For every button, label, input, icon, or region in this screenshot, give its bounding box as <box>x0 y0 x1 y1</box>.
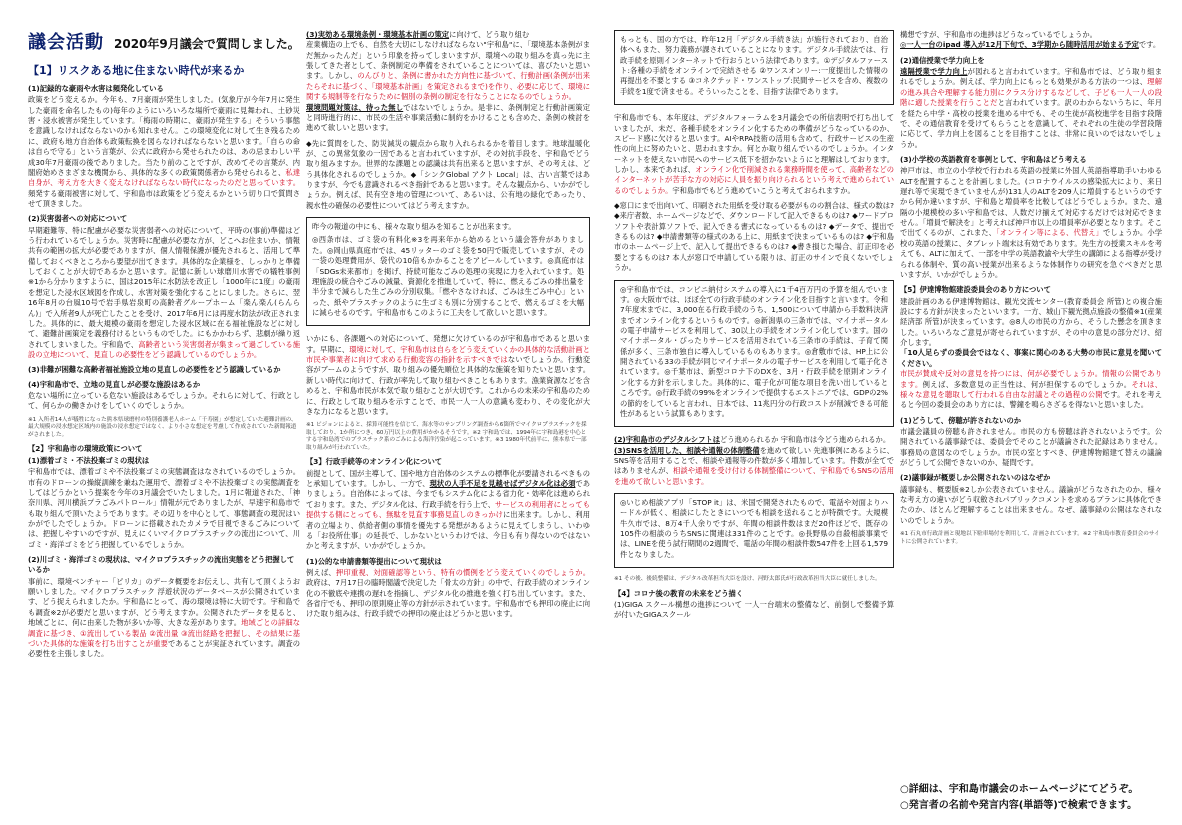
section-heading: 【5】伊達博物館建設委員会のあり方について <box>900 285 1051 295</box>
info-box <box>306 217 590 326</box>
page-subtitle: 2020年9月議会で質問しました。 <box>114 37 300 51</box>
footnote: ※1 入所者14人が犠牲になった熊本県球磨村の特別養護老人ホーム「千寿園」が想定していた避難計画の、最大規模の浸水想定区域内の施設の浸水想定ではなく、より小さな想定を考慮して作成されていた新聞報道がされました。 <box>28 416 297 438</box>
column-3 <box>614 30 894 820</box>
box-body: ◎いじめ相談アプリ「STOP it」は、米国で開発されたもので、電話や対面よりハードルが低く、相談にしたときにいつでも相談を送れることが特徴です。大規模牛久市では、8万4千人余りですが、年間の相談件数はまだ20件ほどで、既存の105件の相談のうちSNSに関連は331件のことです。◎長野県の自殺相談事業では、LINEを使う試行期間の2週間で、電話の年間の相談件数547件を上回る1,579件となりました。 <box>620 498 888 559</box>
info-box <box>614 280 894 428</box>
emphasis-text: 環境問題対策は、待った無し <box>306 102 404 112</box>
subsection-heading: (1)どうして、傍聴が許されないのか <box>900 415 1022 425</box>
text: であることが実証されています。調査の必要性を主張しました。 <box>28 638 300 659</box>
highlight-text: 市民が賛成や反対の意見を持つには、何が必要でしょうか。情報の公開であります。 <box>900 369 1162 389</box>
paragraph <box>900 30 1162 51</box>
column-4 <box>900 30 1162 820</box>
footnote: ※1 ビジョンによると、採算可能性を信じて、海水等のサンプリング調査から6箇所でマイクロプラスチックを採取しており、1か所につき、60万円以上の費用がかかるそうです。※2 宇和島では、1994年に宇和島港を中心とする宇和島湾でのプラスチック系のごみによる海洋汚染が起こっています。※3 1980年代前半に、熊本県で一部取り組みが行われていた。 <box>306 422 587 451</box>
text: に出来ます。しかし、利用者の立場より、供給者側の事情を優先する発想があるように見えてしまうし、いわゆる「お役所仕事」の延長で、しかないというわけでは、今日も有り得ないのではないかと考えますが、いかがでしょうか。 <box>306 510 590 551</box>
footnote: ※1 その後、後続整備は、デジタル改革担当大臣を設け、河野太郎氏が行政改革担当大臣に就任しました。 <box>614 576 881 583</box>
text: 政府は、7月17日の臨時閣議で決定した「骨太の方針」の中で、行政手続のオンライン化の不徹底や連携の遅れを指摘し、デジタル化の推進を強く打ち出しています。また、各省庁でも、押印の原則廃止等の方針が示されています。宇和島市でも押印の廃止に向けた取り組みは、行政手続での押印の廃止はどうかと思います。 <box>306 578 590 619</box>
paragraph: ◆先に質問をした、防災減災の観点から取り入れられるかを着目します。地球温暖化が、この異常気象の一因であると言われていますが、その対抗手段を、宇和島でどう取り組みますか。世界的な課題との認識は共有出来ると思いますが、その考えは、どう具体化されるのでしょうか。◆「シンクGlobal アクト Local」は、古い言葉ではありますが、今でも意識されるべき指針であると思います。そんな観点から、いかがでしょうか。例えば、民有空き地の管理について、あるいは、公有地の緑化であったり、親水性の確保の必要性についてはどう考えますか。 <box>306 138 590 210</box>
highlight-text: のんびりと、条例に書かれた方向性に基づいて、行動計画(条例が出来たらそれに基づく、「環境基本計画」を策定されるまで)を作り、必要に応じて、環境に関する規制等を行なうために個別の条例の制定を行なうことになるのでしょうか。 <box>306 71 590 102</box>
section-heading: (3)SNSを活用した、相談や通報の体制整備 <box>614 445 760 455</box>
paragraph: 市議会議員の傍聴も許されません。市民の方も傍聴は許されないようです。公開されている議事録では、委員会でそのことが議論された記録はありません。事務局の意図なのでしょうか。市民の室とすべき、伊達博物館建て替えの議論がどうして公開できないのか、疑問です。 <box>900 426 1162 468</box>
emphasis-text: ◎一人一台のipad 導入が12月下旬で、3学期から随時活用が始まる予定 <box>900 40 1139 50</box>
highlight-text: 地域ごとの詳細な 調査に基づき、①流出している製品 ②流出量 ③流出経路を把握し、その結果に基づいた具体的な施策を打ち出すことが重要 <box>28 618 300 648</box>
text: が図れると言われています。宇和島市では、どう取り組まれるでしょうか。例えば、学力向上にもっとも効果がある方法の一つは、 <box>900 67 1162 87</box>
section-heading: (3)非難が困難な高齢者福祉施設立地の見直しの必要性をどう認識しているか <box>28 365 281 375</box>
text: ないでしょうか。行動変容がブームのようですが、取り組みの優先順位と具体的な施策を知りたいと思います。新しい時代に向けて、行政が率先して取り組むべきこともあります。漁業資源などを含めると、宇和島市民が本気で取り組むことが大切です。これからの未来の宇和島のために、行政として取り組みを示すことで、市民一人一人の意識も変わり、その変化が大きな力になると思います。 <box>306 355 590 416</box>
text: 産業構造の上でも、自然を大切にしなければならない"宇和島"に、「環境基本条例がまだ無かったんだ」という印象を持ってしまいますが、環境への取り組みを真っ先に主張してきた者として、条例制定の準備をされていることについては、喜びたいと思います。しかし、 <box>306 40 590 81</box>
paragraph <box>306 568 590 620</box>
highlight-text: 理解の進み具合や理解する能力別にクラス分けするなどして、子ども一人一人の段階に適した授業を行うことだ <box>900 77 1162 108</box>
page-title: 議会活動 <box>28 32 104 53</box>
text: 構想ですが、宇和島市の進捗はどうなっているでしょうか。 <box>900 30 1097 39</box>
column-1 <box>28 28 300 820</box>
highlight-text: 押印重視、対面確認等という、特有の慣例をどう変えていくのでしょうか。 <box>335 568 590 577</box>
paragraph: (1)GIGA スクール構想の進捗について 一人一台端末の整備など、前倒しで整備予算が付いたGIGAスクール <box>614 600 894 620</box>
text: 事前に、環境ベンチャー「ピリカ」のデータ概要をお伝えし、共有して頂くようお願いしました。マイクロプラスチック 浮遊状況のデータベースが公開されています、どう捉えられましたか。宇和島にとって、海の環境は特に大切です。宇和島でも調査※2が必要だと思いますが、どう考えますか。公開されたデータを見ると、地域ごとに、何に由来した物が多いか等、大きな差があります。 <box>28 576 300 628</box>
info-box <box>614 493 894 568</box>
highlight-text: サービスの利用者にとっても提供する側にとっても、無駄を見直す事務見直しのきっかけ <box>306 499 590 520</box>
info-box <box>614 30 894 105</box>
box-body: ◎宇和島市では、コンビニ納付システムの導入に1千4百万円の予算を組んでいます。◎大阪市では、ほぼ全ての行政手続のオンライン化を目指すと言います。令和7年度末までに、3,000在る行政手続のうち、1,500について申請から手数料決済までオンライン化するというものです。◎新潟県の三条市では、マイナポータルの電子申請サービスを利用して、30以上の手続をオンライン化しています。国のマイナポータル・ぴったりサービスを活用されている三条市の手続は、子育て関係が多く、三条市独自に導入しているものもあります。◎倉敷市では、HP上に公開されている33の手続が同じマイナポータルの電子サービスを利用して電子化されています。◎千葉市は、新型コロナ下のDXを、3月・行政手続を原則オンライン化する方針を示しました。具体的に、電子化が可能な項目を洗い出しているところです。◎行政手続の99%をオンラインで提供するエストニアでは、GDPの2%の節約をしていると言われ、日本では、11兆円分の行政コストが削減できる可能性があるという試算もあります。 <box>620 284 888 418</box>
paragraph: 危ない場所に立っている危ない施設はあるでしょうか。それらに対して、行政として、何らかの働きかけをしていくのでしょうか。 <box>28 391 300 411</box>
text: でしょうか。小学校の英語の授業に、タブレット端末は有効であります。先生方の授業スキルを考えても、ALTに加えて、一部を中学の英語教諭や大学生の講師による指導が受けられる体制や、質の高い授業が出来るような体制作りの研究を急ぐべきだと思いますが、いかがでしょうか。 <box>900 228 1162 279</box>
section-heading: (2)災害弱者への対応について <box>28 214 128 224</box>
highlight-text: 私達自身が、考え方を大きく変えなければならない時代になったのだと思っています。 <box>28 167 300 188</box>
section-lead: 【1】リスクある地に住まない時代が来るか <box>28 64 245 77</box>
emphasis-text: 「10人足らずの委員会ではなく、事案に関心のある大勢の市民に意見を聞いてください。 <box>900 348 1162 368</box>
text: を進めて欲しい 先進事例にあるように、SNS等を活用することで、相談や通報等の件数が多く増加しています。件数が全てではありませんが、 <box>614 445 894 476</box>
paragraph: ◆窓口にまで出向いて、印刷された用紙を受け取る必要がものの割合は、様式の数は? ◆来庁者数、ホームページなどで、ダウンロードして記入できるものは? ◆ワードプロソフトや表計算ソフトで、記入できる書式になっているものは? ◆データで、提出できるものは? ◆申請書類等の様式のある上に、用紙まで決まっているものは? ◆宇和島市のホームページ上で、記入して提出できるものは? ◆書き損じた場合、訂正印を必要とするものは? 本人が窓口で申請している限りは、訂正のサインで良くないでしょうか。 <box>614 201 894 273</box>
text: でありましょう。自治体によっては、今までもシステム化による省力化・効率化は進められております。また、デジタル化は、行政手続を行う上で、 <box>306 479 590 509</box>
highlight-text: 環境に対して、宇和島市は自らをどう変えていくかの具体的な活動計画と市民や事業者に向けて求める行動変容の指針を示すべきでは <box>306 344 590 365</box>
text: 建設計画のある伊達博物館は、観光交流センター(教育委員会 所管)との複合施設にする方針が決まったといいます。一方、城山下観光拠点施設の整備※1(産業経済部 所管)が決まっています。◎8人の市民の方から、そうした懸念を頂きました。いろいろなご意見が寄せられていますが、その中の意見の部分だけ、紹介します。 <box>900 296 1162 348</box>
paragraph: 議事録も、概要版※2しか公表されていません。議論がどうなされたのか、様々な考え方の違いがどう収斂されパブリックコメントを求めるプランに具体化できたのか、ほとんど理解することは出来ません。なぜ、議事録の公開はなされないのでしょうか。 <box>900 484 1162 525</box>
subsection-heading: (1)漂着ゴミ・不法投棄ゴミの現状は <box>28 455 150 465</box>
box-body: ◎西条市は、ゴミ袋の有料化※3を再来年から始めるという議会答弁がありました。◎岡山県真庭市では、45リッターのゴミ袋を50円で販売していますが、その一袋の処理費用が、袋代の10倍もかかることをアピールしています。◎真庭市は「SDGs未来都市」を掲げ、持続可能なごみの処理の実現に力を入れています。処理施設の統合やごみの減量、資源化を推進していて、特に、燃えるごみの排出量を半分まで減らした生ごみの分別収集。「燃やさなければ、ごみは生ごみ中心」といった、紙やプラスチックのように生ゴミも別に分別することで、燃えるゴミを大幅に減らせるのです。宇和島市もこのように工夫をして欲しいと思います。 <box>312 235 584 317</box>
highlight-text: 「オンライン等による、代替え」 <box>996 228 1103 238</box>
paragraph <box>306 334 590 417</box>
text: 早期避難等、特に配慮が必要な災害弱者への対応について、平時の(事前)準備はどう行われているでしょうか。災害時に配慮が必要な方が、どこへお住まいか、情報共有の範囲の拡大が必要でありますが、個人情報保護が優先されると、活用して準備しておくべきところから要望が出てきます。具体的な企業様を、しっかりと準備しておくことが大切であるかと思います。記憶に新しい球磨川水害での犠牲事例※1から分かりますように、国は2015年に水防法を改正し「1000年に1度」の豪雨を想定した浸水区域図を作成し、水害対策を強化することにしました。さらに、翌16年8月の台風10号で岩手県岩泉町の高齢者グループホーム「楽ん楽ん(らんらん)」で入所者9人が死亡したことを受け、2017年6月には再度水防法が改正されました。具体的に、最大規模の豪雨を想定した浸水区域に在る福祉施設などに対して、避難計画策定を義務付けるというものでした。にもかかわらず、悲劇が繰り返されてしまいました。宇和島で、 <box>28 225 300 349</box>
paragraph <box>306 30 590 134</box>
emphasis-text: 現状の人手不足を見越せばデジタル化は必須 <box>429 479 576 489</box>
paragraph <box>28 577 300 660</box>
highlight-text: オンライン化で削減される業務時間を使って、高齢者などのインターネットが苦手な方の対応に人員を振り向けられるという考えで進められているのでしょうか。 <box>614 164 894 195</box>
highlight-text: それは、様々な意見を聴取して行われる自由な討議とその過程の公開 <box>900 379 1162 399</box>
text: に向けて、どう取り組む <box>449 30 530 39</box>
paragraph <box>28 226 300 361</box>
paragraph <box>900 297 1162 411</box>
highlight-text: 相談や通報を受け付ける体制整備について、宇和島でもSNSの活用を進めて欲しいと思います。 <box>614 466 894 486</box>
highlight-text: 高齢者という災害弱者が集まって過ごしている施設の立地について、見直しの必要性をどう認識しているのでしょうか。 <box>28 339 300 359</box>
title-row <box>28 28 300 54</box>
paragraph <box>614 113 894 196</box>
subsection-heading: (1)公的な申請書類等提出について現状は <box>306 556 442 566</box>
section-heading: 【4】コロナ後の教育の未来をどう描く <box>614 588 744 598</box>
footer-line: ○詳細は、宇和島市議会のホームページにてどうぞ。 <box>900 784 1139 795</box>
footnote: ※1 石丸市行政計画と現地以下駐車場付を利用して、計画されています。※2 宇和島市教育委員会のサイトに公開されています。 <box>900 531 1160 545</box>
section-heading: (2)通信授業で学力向上を <box>900 55 985 65</box>
text: いかにも、各課題への対応について、発想に欠けているのが宇和島市であると思います。早期に、 <box>306 334 590 354</box>
text: 例えば、多数意見の正当性は、何が担保するのでしょうか。 <box>922 379 1132 389</box>
paragraph <box>900 67 1162 150</box>
section-heading: (4)宇和島市で、立地の見直しが必要な施設はあるか <box>28 379 201 389</box>
section-heading: (2)宇和島市のデジタルシフトは <box>614 435 720 445</box>
text: 政策をどう変えるか。今年も、7月豪雨が発生しました。(気象庁が今年7月に発生した豪雨を命名したもの)毎年のようにいろいろな場所で豪雨に見舞われ、土砂災害・浸水被害が発生しています。「梅雨の時期に、豪雨が発生する」そういう事態を意識しなければならないのかも知れません。この環境変化に対して生き残るために、政府も地方自治体も政策転換を図らなければならないと思います。「自らの命は自らで守る」という言葉が、公式に政府から発せられたのは、あの忌まわしい平成30年7月豪雨の後でありました。当たり前のことですが、改めてその言葉が、内閣府始めさまざまな機関から、具体的な多くの政策関係者から発せられると、 <box>28 95 300 177</box>
text: です。 <box>1138 40 1161 50</box>
text: 神戸市は、市立の小学校で行われる英語の授業に外国人英語指導助手いわゆるALTを配置することを計画しました。(コロナウイルスの感染拡大により、来日遅れ等で実現できていませんが)131人のALTを209人に増員するというのですから何か違いますが、宇和島と増員率を比較してはどうでしょうか。また、遠隔の小規模校の多い宇和島では、人数だけ揃えて対応するだけでは対応できません。「増員で解決を」と考えれば神戸市以上の増員率が必要となります。そこで出てくるのが、これまた、 <box>900 166 1162 238</box>
text: 宇和島市でも、本年度は、デジタルフォーラムを3月議会での所信表明で打ち出していましたが、未だ、各種手続をオンライン化するための準備がどうなっているのか、スピード感に欠けると思います。AIやRPA技術の活用も含めて、行政サービスの生産性の向上に努めたいと、思われますか。何とか取り組んでいるのでしょうか。インターネットを使えない市民へのサービス低下を招かないようにと理解はしております。しかし、本来であれば、 <box>614 113 894 174</box>
paragraph: 宇和島市では、漂着ゴミや不法投棄ゴミの実態調査はなされているのでしょうか。市有のドローンの操縦訓練を兼ねた運用で、漂着ゴミや不法投棄ゴミの実態調査をしてはどうかという提案を今年の3月議会でいたしました。1月に報道された、「神奈川県、河川横浜プラごみパトロール」情報が元でありましたが、早速宇和島市でも取り組んで頂いたようであります。その辺りを中心として、事態調査の現況はいかがでしたでしょうか。ドローンに搭載されたカメラで目視できるごみについては、把握しやすいのですが、見えにくいマイクロプラスチックの流出について、川ゴミ・海洋ゴミをどう把握しているでしょうか。 <box>28 467 300 549</box>
footer <box>900 782 1170 813</box>
section-heading: (3)実効ある環境条例・環境基本計画の策定 <box>306 30 450 39</box>
column-2 <box>306 30 590 820</box>
text: 頻発する豪雨被害に対して、宇和島市は政策をどう変えるかという切り口で質問させて頂きました。 <box>28 188 300 208</box>
paragraph <box>614 435 894 487</box>
text: どう進められるか 宇和島市は今どう進められるか。 <box>720 435 891 445</box>
text: です。それを考えると今回の委員会のあり方には、警鐘を鳴らさざるを得ないと思いました。 <box>900 389 1162 410</box>
box-body: もっとも、国の方では、昨年12月「デジタル手続き法」が施行されており、自治体へもまた、努力義務が課されていることになります。デジタル手続法では、行政手続を原則インターネットで行おうという法律であります。①デジタルファースト:各種の手続をオンラインで完結させる ②ワンスオンリー:一度提出した情報の再提出を不要とする ③コネクテッド・ワンストップ:民間サービスを含め、複数の手続を1度で済ませる。そういったことを、目指す法律であります。 <box>620 35 888 96</box>
text: と言われています。訳のわからないうちに、年月を経たら中学・高校の授業を進める中でも、その生徒が高校進学を目指す段階で、その通信教育を受けてもらうことを意識して、それぞれの生徒の学習段階に応じて、学力向上を図ることを目指すことは、非常に良いのではないでしょうか。 <box>900 98 1162 149</box>
paragraph <box>28 95 300 209</box>
footer-line: ○発言者の名前や発言内容(単語等)で検索できます。 <box>900 799 1138 811</box>
section-heading: 【2】宇和島市の環境政策について <box>28 444 143 454</box>
subsection-heading: (2)川ゴミ・海洋ゴミの現状は、マイクロプラスチックの流出実態をどう把握しているか <box>28 555 295 575</box>
emphasis-text: 遠隔授業で学力向上 <box>900 67 968 77</box>
text: ではないでしょうか。是非に、条例制定と行動計画策定と同時進行的に、市民の生活や事業活動に制約をかけることも含めた、条例の検討を進めて欲しいと思います。 <box>306 102 590 133</box>
paragraph <box>306 469 590 552</box>
box-title: 昨今の報道の中にも、様々な取り組みを知ることが出来ます。 <box>312 222 516 232</box>
section-heading: (1)記録的な豪雨や水害は頻発化している <box>28 84 164 93</box>
subsection-heading: (2)議事録が概要しか公開されないのはなぜか <box>900 473 1051 483</box>
section-heading: (3)小学校の英語教育を事例として、宇和島はどう考える <box>900 154 1087 164</box>
text: 例えば、 <box>306 568 336 577</box>
text: 前提として、国が主導して、国や地方自治体のシステムの標準化が要請されるべきものと承知しています。しかし、一方で、 <box>306 468 590 489</box>
section-heading: 【3】行政手続等のオンライン化について <box>306 457 443 467</box>
text: 宇和島市でもどう進めていこうと考えておられますか。 <box>672 185 855 195</box>
paragraph <box>900 166 1162 280</box>
